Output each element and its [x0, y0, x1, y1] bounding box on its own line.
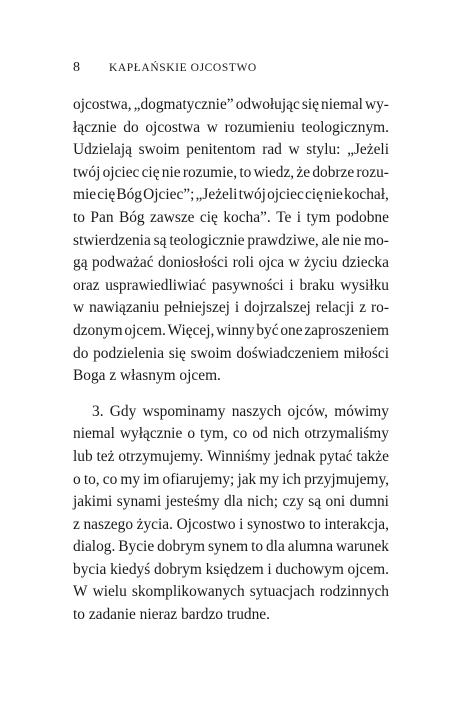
running-header	[73, 60, 257, 76]
text-line: z naszego życia. Ojcostwo i synostwo to interakcja,	[73, 515, 389, 533]
text-line: do podzielenia się swoim doświadczeniem miłości	[73, 344, 389, 362]
text-line: ojcostwa, „dogmatycznie” odwołując się niemal wy-	[73, 96, 389, 113]
text-line: dialog. Bycie dobrym synem to dla alumna warunek	[73, 538, 389, 556]
text-line: dzonym ojcem. Więcej, winny być one zaproszeniem	[73, 321, 389, 339]
text-line: twój ojciec cię nie rozumie, to wiedz, że dobrze rozu-	[73, 163, 389, 181]
text-line: jakimi synami jesteśmy dla nich; czy są oni dumni	[73, 493, 389, 511]
page-number: 8	[73, 60, 81, 75]
text-line: 3. Gdy wspominamy naszych ojców, mówimy	[92, 402, 389, 420]
text-line: gą podważać doniosłości roli ojca w życiu dziecka	[73, 254, 389, 272]
body-text	[73, 94, 389, 627]
paragraph-2	[73, 401, 389, 627]
text-line: o to, co my im ofiarujemy; jak my ich przyjmujemy,	[73, 470, 389, 488]
text-line: Udzielają swoim penitentom rad w stylu: „Jeżeli	[73, 141, 389, 159]
text-line: mie cię Bóg Ojciec”; „Jeżeli twój ojciec cię nie kochał,	[73, 186, 389, 204]
text-line: oraz usprawiedliwiać pasywności i braku wysiłku	[73, 276, 389, 294]
text-line: lub też otrzymujemy. Winniśmy jednak pytać także	[73, 447, 389, 465]
paragraph-spacer	[73, 388, 389, 401]
text-line: to zadanie nieraz bardzo trudne.	[73, 606, 270, 624]
text-line: w nawiązaniu pełniejszej i dojrzalszej relacji z ro-	[73, 299, 389, 317]
text-line: to Pan Bóg zawsze cię kocha”. Te i tym podobne	[73, 208, 389, 226]
text-line: bycia kiedyś dobrym księdzem i duchowym ojcem.	[73, 560, 389, 578]
text-line: stwierdzenia są teologicznie prawdziwe, ale nie mo-	[73, 231, 389, 249]
text-line: łącznie do ojcostwa w rozumieniu teologicznym.	[73, 118, 389, 136]
text-line: niemal wyłącznie o tym, co od nich otrzymaliśmy	[73, 425, 389, 443]
text-line: W wielu skomplikowanych sytuacjach rodzinnych	[73, 583, 389, 601]
running-head-title: KAPŁAŃSKIE OJCOSTWO	[109, 62, 257, 74]
text-line: Boga z własnym ojcem.	[73, 367, 221, 385]
paragraph-1	[73, 94, 389, 388]
